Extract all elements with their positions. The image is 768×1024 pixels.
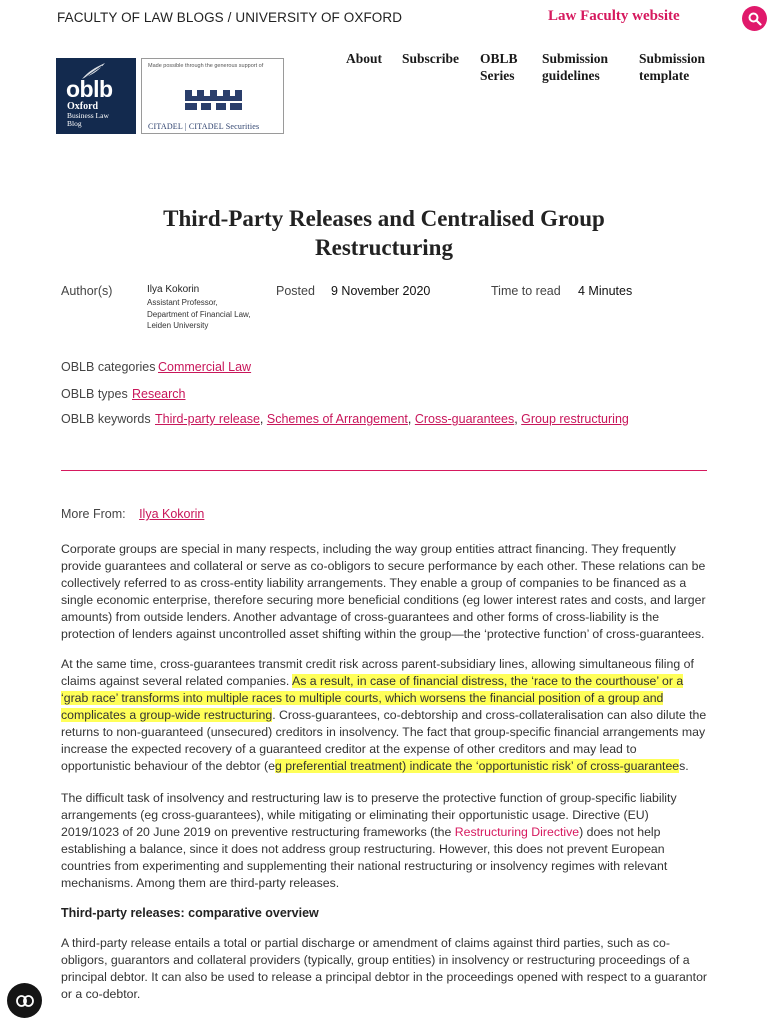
body-paragraph-1: Corporate groups are special in many respects, including the way group entities attract financing. They frequently provide guarantees and collateral or serve as co-obligors to secure performance by each other. These relations can be collectively referred to as cross-entity liability arrangements. They enable a group of companies to be financed as a single economic enterprise, therefore securing more beneficial conditions (eg lower interest rates and costs, and larger amounts) from outside lenders. Another advantage of cross-guarantees and other forms of cross-liability is the protection of lenders against uncontrolled asset shifting within the group—the ‘protective function’ of cross-guarantees. <box>61 542 706 641</box>
type-link[interactable]: Research <box>132 387 186 401</box>
nav-guidelines-line2: guidelines <box>542 68 600 83</box>
search-icon <box>748 12 762 26</box>
oblb-title: Oxford <box>67 101 99 112</box>
nav-oblb-series-line1: OBLB <box>480 51 518 66</box>
link-icon <box>16 995 34 1007</box>
oblb-sub2: Blog <box>67 119 82 128</box>
search-button[interactable] <box>742 6 767 31</box>
nav-oblb-series[interactable] <box>480 50 518 84</box>
nav-about[interactable]: About <box>346 51 383 66</box>
castle-icon <box>185 90 242 110</box>
title-line1: Third-Party Releases and Centralised Group <box>163 206 605 231</box>
types-label: OBLB types <box>61 387 128 401</box>
keyword-link[interactable]: Schemes of Arrangement <box>266 412 408 426</box>
p2-text-c: s. <box>679 759 689 773</box>
reader-toggle-button[interactable] <box>7 983 42 1018</box>
oblb-logo[interactable] <box>56 58 136 134</box>
categories-list <box>158 360 251 374</box>
keyword-link[interactable]: Third-party release <box>155 412 260 426</box>
read-time-value: 4 Minutes <box>578 284 633 298</box>
body-paragraph-3 <box>61 790 709 892</box>
posted-date: 9 November 2020 <box>331 284 431 298</box>
more-from-label: More From: <box>61 507 126 521</box>
citadel-name: CITADEL | CITADEL Securities <box>148 122 260 131</box>
oblb-sub1: Business Law <box>67 111 109 120</box>
citadel-logo[interactable] <box>141 58 284 134</box>
author-aff-line3: Leiden University <box>147 321 209 330</box>
author-affiliation <box>147 297 267 332</box>
categories-label: OBLB categories <box>61 360 156 374</box>
oblb-wordmark: oblb <box>66 76 113 102</box>
oblb-caption <box>67 102 109 128</box>
p2-text-a: At the same time, cross-guarantees transmit credit risk across parent-subsidiary lines, allowing simultaneous filing of claims against several related companies. <box>61 657 694 688</box>
keyword-link[interactable]: Group restructuring <box>521 412 629 426</box>
author-aff-line1: Assistant Professor, <box>147 298 218 307</box>
read-time-label: Time to read <box>491 284 561 298</box>
p3-text-a: The difficult task of insolvency and restructuring law is to preserve the protective function of group-specific liability arrangements (eg cross-guarantees), while mitigating or eliminating their opportunistic usage. Directive (EU) 2019/1023 of 20 June 2019 on preventive restructuring frameworks (the <box>61 791 677 839</box>
posted-label: Posted <box>276 284 315 298</box>
more-from-author-link[interactable]: Ilya Kokorin <box>139 507 205 521</box>
authors-label: Author(s) <box>61 284 113 298</box>
nav-submission-guidelines[interactable] <box>542 50 608 84</box>
p2-text-b: . Cross-guarantees, co-debtorship and cross-collateralisation can also dilute the returns to non-guaranteed (unsecured) creditors in insolvency. The fact that group-specific financial arrangements may increase the expected recovery of a guaranteed creditor at the expense of other creditors and may lead to opportunistic behaviour of the debtor (e <box>61 708 707 773</box>
keywords-list: Third-party release, Schemes of Arrangement, Cross-guarantees, Group restructuring <box>155 412 629 426</box>
p2-highlight-1: As a result, in case of financial distress, the ‘race to the courthouse’ or a ‘grab race’ transforms into multiple races to multiple courts, which worsens the financial position of a group and complicates a group-wide restructuring <box>61 674 684 722</box>
page-title <box>60 204 708 262</box>
section-divider <box>61 470 707 471</box>
category-link[interactable]: Commercial Law <box>158 360 252 374</box>
restructuring-directive-link[interactable]: Restructuring Directive <box>454 825 580 839</box>
author-aff-line2: Department of Financial Law, <box>147 309 251 319</box>
nav-oblb-series-line2: Series <box>480 68 515 83</box>
types-list <box>132 387 186 401</box>
body-paragraph-2 <box>61 656 709 775</box>
nav-subscribe[interactable]: Subscribe <box>402 51 460 66</box>
law-faculty-link[interactable]: Law Faculty website <box>548 8 680 24</box>
nav-submission-template[interactable] <box>639 50 705 84</box>
section-heading: Third-party releases: comparative overview <box>61 906 319 920</box>
p3-text-b: ) does not help establishing a balance, since it does not address group restructuring. However, this does not prevent European countries from experimenting and supplementing their national restructuring or insolvency regimes with relevant mechanisms. Among them are third-party releases. <box>61 825 668 890</box>
author-name[interactable]: Ilya Kokorin <box>147 284 200 295</box>
nav-template-line2: template <box>639 68 690 83</box>
keyword-link[interactable]: Cross-guarantees <box>414 412 515 426</box>
breadcrumb[interactable]: FACULTY OF LAW BLOGS / UNIVERSITY OF OXFORD <box>57 10 403 25</box>
nav-template-line1: Submission <box>639 51 706 66</box>
nav-guidelines-line1: Submission <box>542 51 609 66</box>
title-line2: Restructuring <box>315 235 453 260</box>
p2-highlight-2: g preferential treatment) indicate the ‘opportunistic risk’ of cross-guarantee <box>274 759 680 773</box>
keywords-label: OBLB keywords <box>61 412 151 426</box>
more-from <box>61 507 204 521</box>
body-paragraph-4: A third-party release entails a total or partial discharge or amendment of claims against third parties, such as co-obligors, guarantors and collateral providers (typically, group entities) in insolvency or restructuring proceedings of a principal debtor. It can also be used to release a principal debtor in the proceedings opened with respect to a guarantor or a co-debtor. <box>61 936 708 1001</box>
citadel-made-text: Made possible through the generous support of <box>148 63 264 69</box>
